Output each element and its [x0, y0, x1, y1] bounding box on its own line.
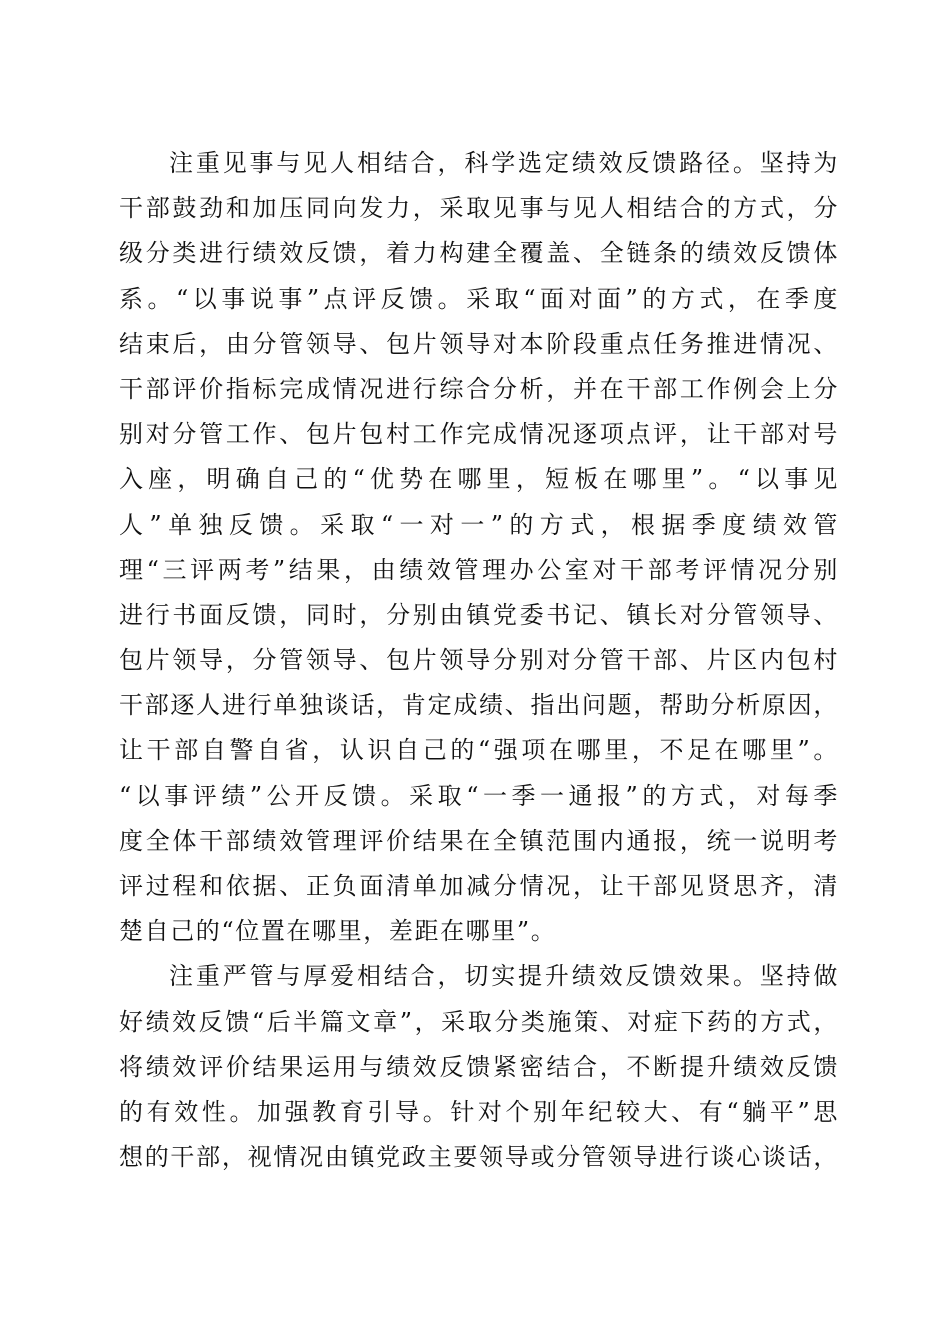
paragraph-1-line-10: 理“三评两考”结果，由绩效管理办公室对干部考评情况分别: [119, 555, 839, 584]
paragraph-2-line-1: 注重严管与厚爱相结合，切实提升绩效反馈效果。坚持做: [169, 962, 839, 991]
paragraph-1-line-2: 干部鼓劲和加压同向发力，采取见事与见人相结合的方式，分: [119, 194, 839, 223]
paragraph-1-line-17: 评过程和依据、正负面清单加减分情况，让干部见贤思齐，清: [119, 872, 839, 900]
paragraph-1-line-8: 入座，明确自己的“优势在哪里，短板在哪里”。“以事见: [119, 465, 839, 494]
paragraph-2-line-4: 的有效性。加强教育引导。针对个别年纪较大、有“躺平”思: [119, 1097, 839, 1126]
paragraph-2-line-5: 想的干部，视情况由镇党政主要领导或分管领导进行谈心谈话，: [119, 1143, 839, 1172]
paragraph-1-line-14: 让干部自警自省，认识自己的“强项在哪里，不足在哪里”。: [119, 736, 839, 765]
paragraph-2-line-2: 好绩效反馈“后半篇文章”，采取分类施策、对症下药的方式，: [119, 1007, 839, 1036]
paragraph-1-line-6: 干部评价指标完成情况进行综合分析，并在干部工作例会上分: [119, 374, 839, 403]
paragraph-1-line-3: 级分类进行绩效反馈，着力构建全覆盖、全链条的绩效反馈体: [119, 239, 839, 268]
paragraph-1-line-12: 包片领导，分管领导、包片领导分别对分管干部、片区内包村: [119, 646, 839, 675]
paragraph-1-line-5: 结束后，由分管领导、包片领导对本阶段重点任务推进情况、: [119, 329, 839, 358]
paragraph-1-line-16: 度全体干部绩效管理评价结果在全镇范围内通报，统一说明考: [119, 826, 839, 855]
paragraph-1-line-18: 楚自己的“位置在哪里，差距在哪里”。: [119, 917, 557, 946]
paragraph-1-line-4: 系。“以事说事”点评反馈。采取“面对面”的方式，在季度: [119, 284, 839, 313]
paragraph-1-line-11: 进行书面反馈，同时，分别由镇党委书记、镇长对分管领导、: [119, 600, 839, 629]
paragraph-2-line-3: 将绩效评价结果运用与绩效反馈紧密结合，不断提升绩效反馈: [119, 1052, 839, 1081]
paragraph-1-line-15: “以事评绩”公开反馈。采取“一季一通报”的方式，对每季: [119, 781, 839, 810]
paragraph-1-line-1: 注重见事与见人相结合，科学选定绩效反馈路径。坚持为: [169, 149, 839, 177]
paragraph-1-line-13: 干部逐人进行单独谈话，肯定成绩、指出问题，帮助分析原因，: [119, 691, 839, 720]
body-text: [119, 141, 839, 1180]
paragraph-1-line-9: 人”单独反馈。采取“一对一”的方式，根据季度绩效管: [119, 510, 839, 539]
paragraph-1-line-7: 别对分管工作、包片包村工作完成情况逐项点评，让干部对号: [119, 420, 839, 449]
